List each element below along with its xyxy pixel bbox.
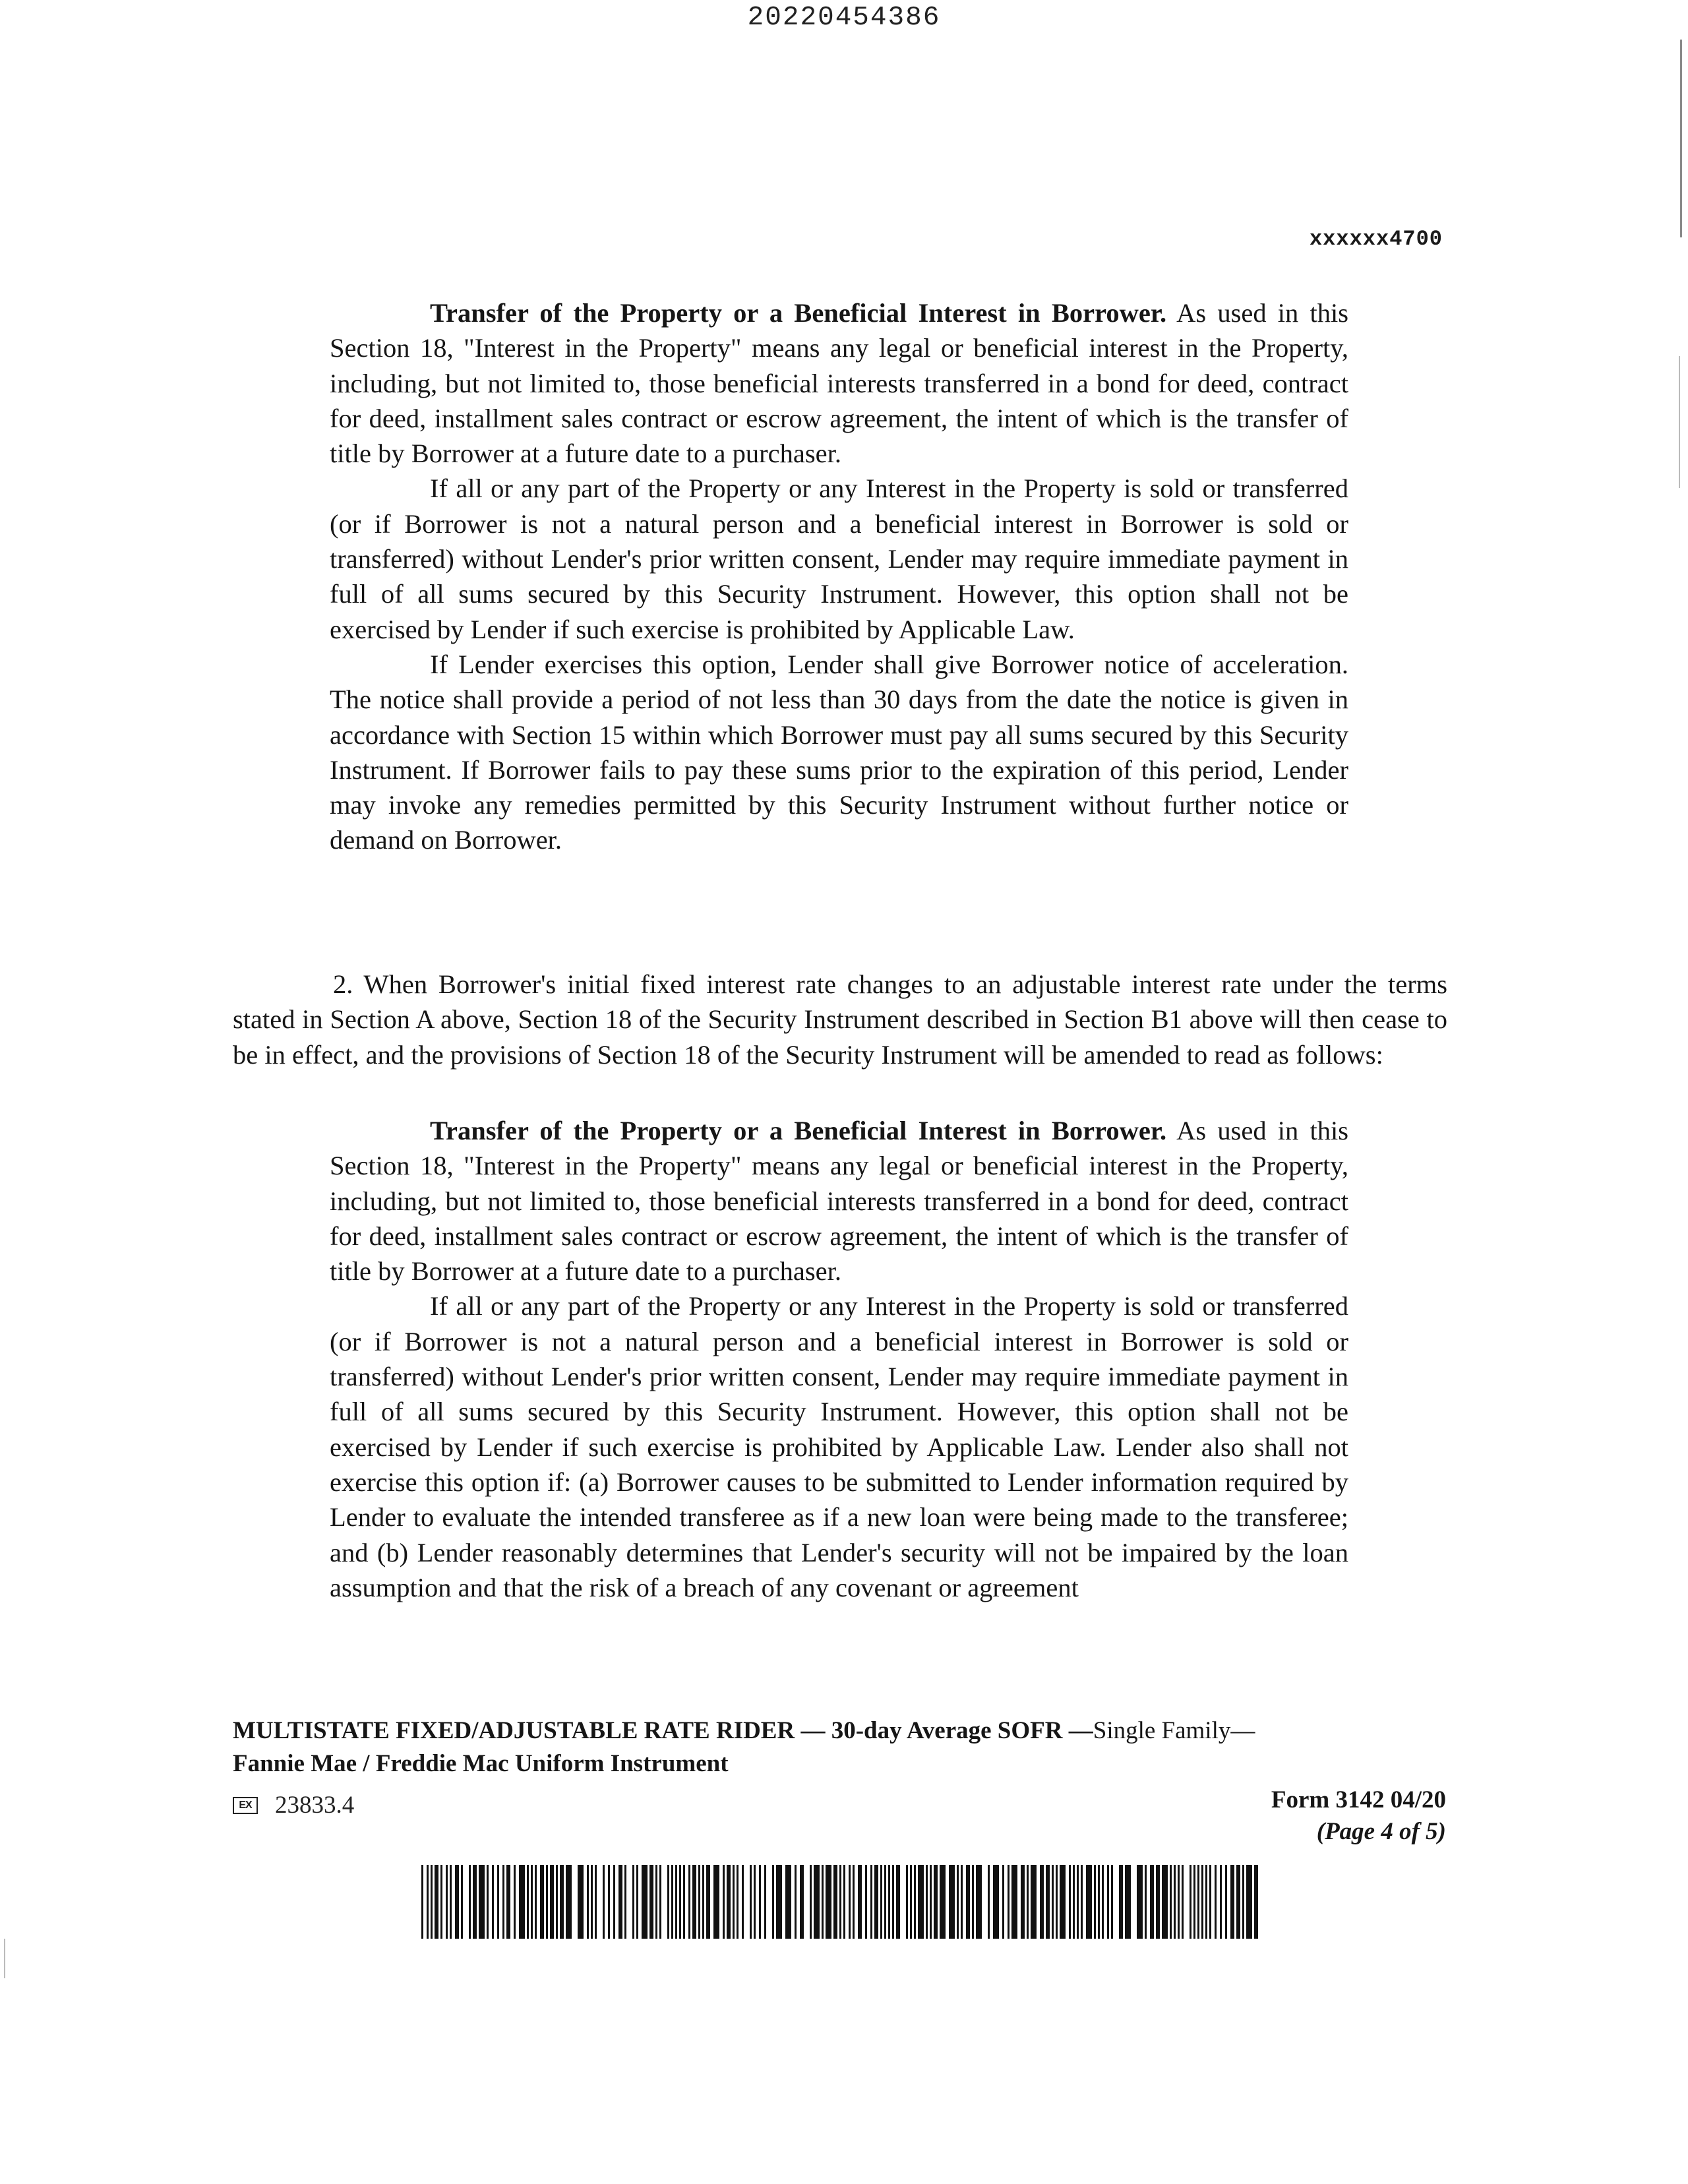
loan-number: xxxxxx4700 <box>1309 227 1443 251</box>
scan-edge-mark <box>1679 356 1680 488</box>
item-2 <box>233 967 1447 1072</box>
form-title <box>233 1714 1255 1780</box>
form-info <box>1271 1784 1446 1848</box>
section-18-original <box>330 295 1348 858</box>
document-code <box>233 1791 354 1819</box>
form-number: Form 3142 04/20 <box>1271 1786 1446 1813</box>
section-18-amended-para-1 <box>330 1113 1348 1289</box>
form-title-line <box>233 1714 1255 1747</box>
form-title-normal: Single Family— <box>1093 1717 1255 1744</box>
paragraph-text: As used in this Section 18, "Interest in the Property" means any legal or beneficial interest in the Property, including, but not limited to, those beneficial interests transferred in a bond for deed, contract for deed, installment sales contract or escrow agreement, the intent of which is the transfer of title by Borrower at a future date to a purchaser. <box>330 1116 1348 1287</box>
section-18-original-para-1 <box>330 295 1348 471</box>
page-indicator: (Page 4 of 5) <box>1316 1818 1446 1845</box>
document-code-number: 23833.4 <box>275 1792 355 1819</box>
paragraph-text: As used in this Section 18, "Interest in the Property" means any legal or beneficial interest in the Property, including, but not limited to, those beneficial interests transferred in a bond for deed, contract for deed, installment sales contract or escrow agreement, the intent of which is the transfer of title by Borrower at a future date to a purchaser. <box>330 298 1348 469</box>
barcode <box>421 1865 1263 1939</box>
section-18-amended <box>330 1113 1348 1605</box>
form-subtitle <box>233 1747 1255 1780</box>
scan-edge-mark <box>4 1939 5 1978</box>
form-subtitle-text: Fannie Mae / Freddie Mac Uniform Instrument <box>233 1750 729 1777</box>
section-18-amended-para-2: If all or any part of the Property or any Interest in the Property is sold or transferred (or if Borrower is not a natural person and a beneficial interest in Borrower is sold or transferred) without Lender's prior written consent, Lender may require immediate payment in full of all sums secured by this Security Instrument. However, this option shall not be exercised by Lender if such exercise is prohibited by Applicable Law. Lender also shall not exercise this option if: (a) Borrower causes to be submitted to Lender information required by Lender to evaluate the intended transferee as if a new loan were being made to the transferee; and (b) Lender reasonably determines that Lender's security will not be impaired by the loan assumption and that the risk of a breach of any covenant or agreement <box>330 1291 1348 1602</box>
recording-number: 20220454386 <box>747 3 941 33</box>
ex-logo-icon: EX <box>233 1797 258 1814</box>
section-18-original-para-3: If Lender exercises this option, Lender shall give Borrower notice of acceleration. The notice shall provide a period of not less than 30 days from the date the notice is given in accordance with Section 15 within which Borrower must pay all sums secured by this Security Instrument. If Borrower fails to pay these sums prior to the expiration of this period, Lender may invoke any remedies permitted by this Security Instrument without further notice or demand on Borrower. <box>330 649 1348 855</box>
section-heading: Transfer of the Property or a Beneficial Interest in Borrower. <box>430 298 1167 328</box>
section-heading: Transfer of the Property or a Beneficial Interest in Borrower. <box>430 1116 1167 1145</box>
form-title-bold: MULTISTATE FIXED/ADJUSTABLE RATE RIDER — 30-day Average SOFR — <box>233 1717 1093 1744</box>
scan-edge-mark <box>1680 40 1682 237</box>
section-18-original-para-2: If all or any part of the Property or any Interest in the Property is sold or transferred (or if Borrower is not a natural person and a beneficial interest in Borrower is sold or transferred) without Lender's prior written consent, Lender may require immediate payment in full of all sums secured by this Security Instrument. However, this option shall not be exercised by Lender if such exercise is prohibited by Applicable Law. <box>330 473 1348 644</box>
item-2-paragraph: 2. When Borrower's initial fixed interest rate changes to an adjustable interest rate under the terms stated in Section A above, Section 18 of the Security Instrument described in Section B1 above will then cease to be in effect, and the provisions of Section 18 of the Security Instrument will be amended to read as follows: <box>233 969 1447 1070</box>
